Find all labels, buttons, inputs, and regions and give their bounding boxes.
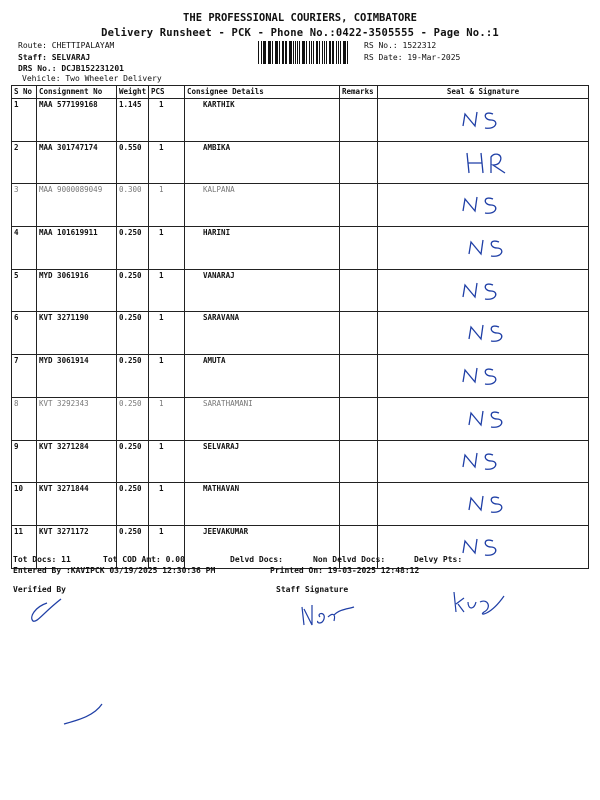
cell-signature (378, 99, 589, 142)
barcode-bar (290, 41, 291, 64)
route-label: Route: CHETTIPALAYAM (18, 41, 115, 50)
cell-weight: 1.145 (117, 99, 149, 142)
cell-sno: 7 (12, 355, 37, 398)
cell-consignee: HARINI (185, 227, 340, 270)
cell-weight: 0.250 (117, 355, 149, 398)
cell-consignment: KVT 3271284 (37, 440, 117, 483)
col-header-consignee: Consignee Details (185, 86, 340, 99)
barcode-bar (343, 41, 344, 64)
handwritten-signature (459, 230, 519, 264)
vehicle-label: Vehicle: Two Wheeler Delivery (22, 74, 162, 83)
handwritten-signature (453, 273, 513, 307)
barcode-bar (268, 41, 269, 64)
barcode-bar (322, 41, 323, 64)
cell-weight: 0.250 (117, 483, 149, 526)
cell-consignment: MAA 9000089049 (37, 184, 117, 227)
handwritten-signature (453, 102, 513, 136)
barcode-bar (333, 41, 334, 64)
cell-pcs: 1 (149, 483, 185, 526)
barcode-bar (293, 41, 294, 64)
rs-number: RS No.: 1522312 (364, 41, 437, 50)
runsheet-subtitle: Delivery Runsheet - PCK - Phone No.:0422-3505555 - Page No.:1 (101, 27, 499, 39)
cell-consignee: AMBIKA (185, 141, 340, 184)
handwritten-signature (453, 358, 513, 392)
handwritten-signature (459, 145, 519, 179)
staff-signature-label: Staff Signature (276, 585, 349, 594)
cell-consignee: JEEVAKUMAR (185, 525, 340, 568)
cell-signature (378, 397, 589, 440)
cell-signature (378, 525, 589, 568)
non-delivered-docs: Non Delvd Docs: (313, 555, 386, 564)
cell-weight: 0.250 (117, 525, 149, 568)
barcode-bar (261, 41, 262, 64)
cell-pcs: 1 (149, 312, 185, 355)
cell-signature (378, 184, 589, 227)
handwritten-signature (459, 315, 519, 349)
rs-date: RS Date: 19-Mar-2025 (364, 53, 461, 62)
cell-consignee: MATHAVAN (185, 483, 340, 526)
col-header-remarks: Remarks (340, 86, 378, 99)
table-row (12, 141, 589, 184)
cell-consignee: SELVARAJ (185, 440, 340, 483)
cell-remarks (340, 483, 378, 526)
table-row (12, 99, 589, 142)
cell-weight: 0.250 (117, 269, 149, 312)
cell-signature (378, 141, 589, 184)
barcode-bar (269, 41, 271, 64)
cell-pcs: 1 (149, 141, 185, 184)
cell-pcs: 1 (149, 99, 185, 142)
col-header-pcs: PCS (149, 86, 185, 99)
barcode-bar (263, 41, 264, 64)
runsheet-table (11, 85, 589, 569)
cell-sno: 3 (12, 184, 37, 227)
cell-remarks (340, 141, 378, 184)
staff-label: Staff: SELVARAJ (18, 53, 91, 62)
cell-remarks (340, 397, 378, 440)
cell-weight: 0.250 (117, 312, 149, 355)
printed-on: Printed On: 19-03-2025 12:48:12 (270, 566, 420, 575)
barcode-bar (311, 41, 312, 64)
cell-sno: 2 (12, 141, 37, 184)
cell-pcs: 1 (149, 269, 185, 312)
table-row (12, 312, 589, 355)
total-cod: Tot COD Amt: 0.00 (103, 555, 185, 564)
cell-weight: 0.250 (117, 227, 149, 270)
cell-pcs: 1 (149, 397, 185, 440)
barcode-bar (332, 41, 333, 64)
cell-consignee: AMUTA (185, 355, 340, 398)
cell-consignment: KVT 3292343 (37, 397, 117, 440)
cell-signature (378, 269, 589, 312)
table-row (12, 397, 589, 440)
cell-sno: 5 (12, 269, 37, 312)
barcode-bar (326, 41, 327, 64)
barcode-bar (282, 41, 283, 64)
barcode-bar (347, 41, 348, 64)
cell-consignment: MYD 3061916 (37, 269, 117, 312)
cell-remarks (340, 355, 378, 398)
barcode-bar (275, 41, 276, 64)
barcode-bar (289, 41, 290, 64)
handwritten-signature (453, 443, 513, 477)
barcode-bar (272, 41, 273, 64)
cell-remarks (340, 312, 378, 355)
barcode-bar (297, 41, 298, 64)
cell-consignment: MYD 3061914 (37, 355, 117, 398)
cell-sno: 10 (12, 483, 37, 526)
col-header-weight: Weight (117, 86, 149, 99)
barcode-bar (317, 41, 318, 64)
cell-consignee: KARTHIK (185, 99, 340, 142)
barcode-bar (324, 41, 325, 64)
cell-signature (378, 483, 589, 526)
cell-signature (378, 440, 589, 483)
cell-weight: 0.550 (117, 141, 149, 184)
barcode-bar (340, 41, 341, 64)
barcode-bar (303, 41, 304, 64)
barcode-bar (295, 41, 296, 64)
handwritten-signature (459, 401, 519, 435)
cell-pcs: 1 (149, 184, 185, 227)
cell-sno: 6 (12, 312, 37, 355)
barcode-bar (309, 41, 310, 64)
table-row (12, 355, 589, 398)
drs-number: DRS No.: DCJB152231201 (18, 64, 124, 73)
total-docs: Tot Docs: 11 (13, 555, 71, 564)
cell-consignee: SARAVANA (185, 312, 340, 355)
cell-consignee: SARATHAMANI (185, 397, 340, 440)
barcode-bar (344, 41, 346, 64)
cell-consignment: KVT 3271172 (37, 525, 117, 568)
cell-signature (378, 312, 589, 355)
handwritten-initials-mark (448, 588, 508, 618)
cell-consignee: VANARAJ (185, 269, 340, 312)
delivered-docs: Delvd Docs: (230, 555, 283, 564)
cell-sno: 11 (12, 525, 37, 568)
cell-signature (378, 227, 589, 270)
barcode-bar (316, 41, 317, 64)
cell-sno: 4 (12, 227, 37, 270)
barcode-bar (336, 41, 337, 64)
cell-signature (378, 355, 589, 398)
company-title: THE PROFESSIONAL COURIERS, COIMBATORE (183, 12, 417, 24)
col-header-consignment: Consignment No (37, 86, 117, 99)
cell-pcs: 1 (149, 440, 185, 483)
col-header-sno: S No (12, 86, 37, 99)
table-header-row (12, 86, 589, 99)
handwritten-signature (459, 486, 519, 520)
table-row (12, 184, 589, 227)
cell-sno: 9 (12, 440, 37, 483)
barcode-bar (276, 41, 277, 64)
barcode-bar (264, 41, 265, 64)
cell-pcs: 1 (149, 227, 185, 270)
staff-signature-mark (296, 595, 366, 635)
barcode-graphic (258, 41, 350, 64)
table-row (12, 440, 589, 483)
delivery-points: Delvy Pts: (414, 555, 463, 564)
barcode-bar (319, 41, 320, 64)
verified-by-label: Verified By (13, 585, 66, 594)
table-row (12, 269, 589, 312)
table-row (12, 525, 589, 568)
barcode-bar (306, 41, 308, 64)
cell-remarks (340, 99, 378, 142)
cell-weight: 0.250 (117, 397, 149, 440)
barcode-bar (279, 41, 280, 64)
cell-pcs: 1 (149, 355, 185, 398)
cell-weight: 0.250 (117, 440, 149, 483)
barcode-bar (302, 41, 303, 64)
cell-consignment: KVT 3271190 (37, 312, 117, 355)
handwritten-signature (453, 187, 513, 221)
table-row (12, 227, 589, 270)
col-header-seal: Seal & Signature (378, 86, 589, 99)
cell-consignment: MAA 577199168 (37, 99, 117, 142)
cell-consignment: KVT 3271844 (37, 483, 117, 526)
cell-consignee: KALPANA (185, 184, 340, 227)
cell-remarks (340, 227, 378, 270)
barcode-bar (283, 41, 284, 64)
cell-remarks (340, 269, 378, 312)
cell-pcs: 1 (149, 525, 185, 568)
verifier-signature-mark (25, 595, 65, 625)
cell-consignment: MAA 101619911 (37, 227, 117, 270)
barcode-bar (258, 41, 259, 64)
cell-sno: 8 (12, 397, 37, 440)
barcode-bar (338, 41, 339, 64)
barcode-bar (313, 41, 314, 64)
cell-sno: 1 (12, 99, 37, 142)
cell-remarks (340, 184, 378, 227)
entered-by: Entered By :KAVIPCK 03/19/2025 12:30:36 PM (13, 566, 216, 575)
barcode-bar (329, 41, 331, 64)
stray-pen-mark (60, 698, 110, 728)
table-row (12, 483, 589, 526)
barcode-bar (285, 41, 287, 64)
cell-consignment: MAA 301747174 (37, 141, 117, 184)
cell-weight: 0.300 (117, 184, 149, 227)
cell-remarks (340, 440, 378, 483)
barcode-bar (299, 41, 300, 64)
